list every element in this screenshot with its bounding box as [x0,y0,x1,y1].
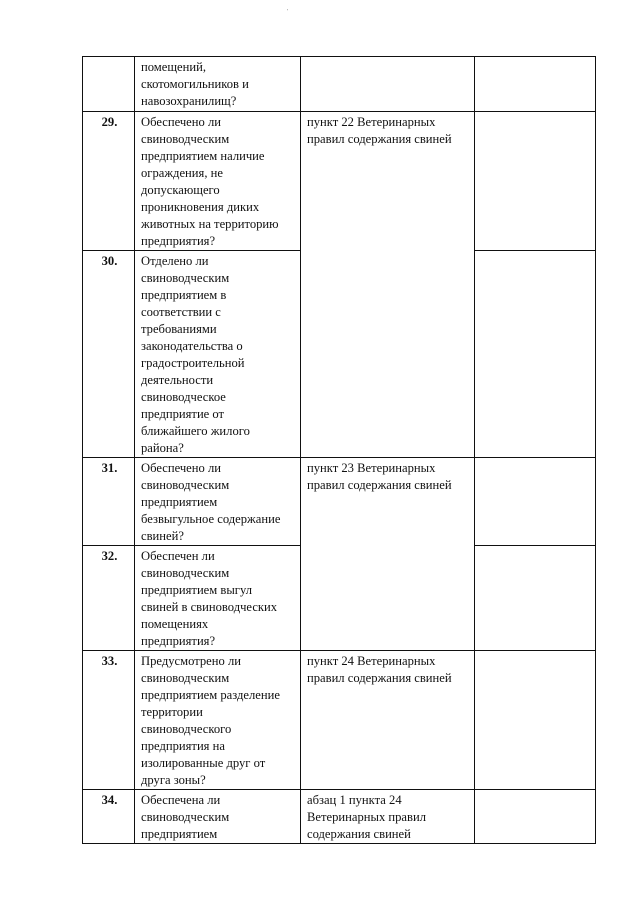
question-line: ближайшего жилого [141,424,250,438]
question-line: предприятием выгул [141,583,252,597]
question-line: Обеспечено ли [141,115,221,129]
question-line: помещениях [141,617,209,631]
question-line: соответствии с [141,305,221,319]
reference-cell [301,651,475,790]
question-cell [135,651,301,790]
question-line: Предусмотрено ли [141,654,241,668]
question-line: скотомогильников и [141,77,249,91]
question-line: ограждения, не [141,166,223,180]
question-line: свиноводческое [141,390,226,404]
table-row [83,651,596,790]
row-number: 31. [83,458,135,546]
question-cell [135,458,301,546]
question-cell [135,112,301,251]
reference-line: правил содержания свиней [307,478,452,492]
answer-cell [475,790,596,844]
question-line: территории [141,705,203,719]
question-line: допускающего [141,183,220,197]
reference-line: абзац 1 пункта 24 [307,793,402,807]
question-line: предприятием [141,495,218,509]
question-line: предприятием [141,827,218,841]
question-line: свиноводческим [141,478,230,492]
row-number: 32. [83,546,135,651]
question-line: требованиями [141,322,217,336]
question-cell [135,790,301,844]
question-cell [135,57,301,112]
question-cell [135,546,301,651]
row-number [83,57,135,112]
question-line: свиноводческим [141,132,230,146]
question-line: деятельности [141,373,214,387]
reference-line: пункт 23 Ветеринарных [307,461,436,475]
question-line: района? [141,441,184,455]
row-number: 29. [83,112,135,251]
question-line: друга зоны? [141,773,206,787]
reference-line: правил содержания свиней [307,671,452,685]
question-line: свиноводческим [141,271,230,285]
reference-cell [301,790,475,844]
question-line: предприятием в [141,288,227,302]
table-row [83,458,596,546]
question-line: помещений, [141,60,207,74]
answer-cell [475,112,596,251]
table-row [83,790,596,844]
reference-line: пункт 22 Ветеринарных [307,115,436,129]
checklist-table [82,56,596,844]
answer-cell [475,651,596,790]
question-line: предприятием разделение [141,688,280,702]
question-line: предприятием наличие [141,149,265,163]
reference-line: содержания свиней [307,827,411,841]
row-number: 34. [83,790,135,844]
question-line: предприятия на [141,739,225,753]
answer-cell [475,546,596,651]
row-number: 33. [83,651,135,790]
question-line: Обеспечен ли [141,549,215,563]
question-line: градостроительной [141,356,245,370]
question-line: предприятия? [141,234,216,248]
answer-cell [475,251,596,458]
table-row [83,57,596,112]
question-line: предприятия? [141,634,216,648]
question-line: свиней в свиноводческих [141,600,278,614]
question-line: свиноводческого [141,722,232,736]
reference-cell [301,57,475,112]
question-line: свиноводческим [141,810,230,824]
question-line: свиноводческим [141,671,230,685]
reference-line: правил содержания свиней [307,132,452,146]
question-cell [135,251,301,458]
reference-cell [301,458,475,651]
question-line: Обеспечено ли [141,461,221,475]
page-mark: ' [287,9,289,15]
question-line: проникновения диких [141,200,260,214]
table-row [83,112,596,251]
answer-cell [475,57,596,112]
reference-line: Ветеринарных правил [307,810,426,824]
question-line: безвыгульное содержание [141,512,281,526]
question-line: животных на территорию [141,217,279,231]
question-line: предприятие от [141,407,225,421]
question-line: навозохранилищ? [141,94,237,108]
reference-cell [301,112,475,458]
reference-line: пункт 24 Ветеринарных [307,654,436,668]
question-line: законодательства о [141,339,243,353]
question-line: изолированные друг от [141,756,266,770]
answer-cell [475,458,596,546]
question-line: свиней? [141,529,184,543]
question-line: Отделено ли [141,254,209,268]
row-number: 30. [83,251,135,458]
question-line: Обеспечена ли [141,793,221,807]
question-line: свиноводческим [141,566,230,580]
